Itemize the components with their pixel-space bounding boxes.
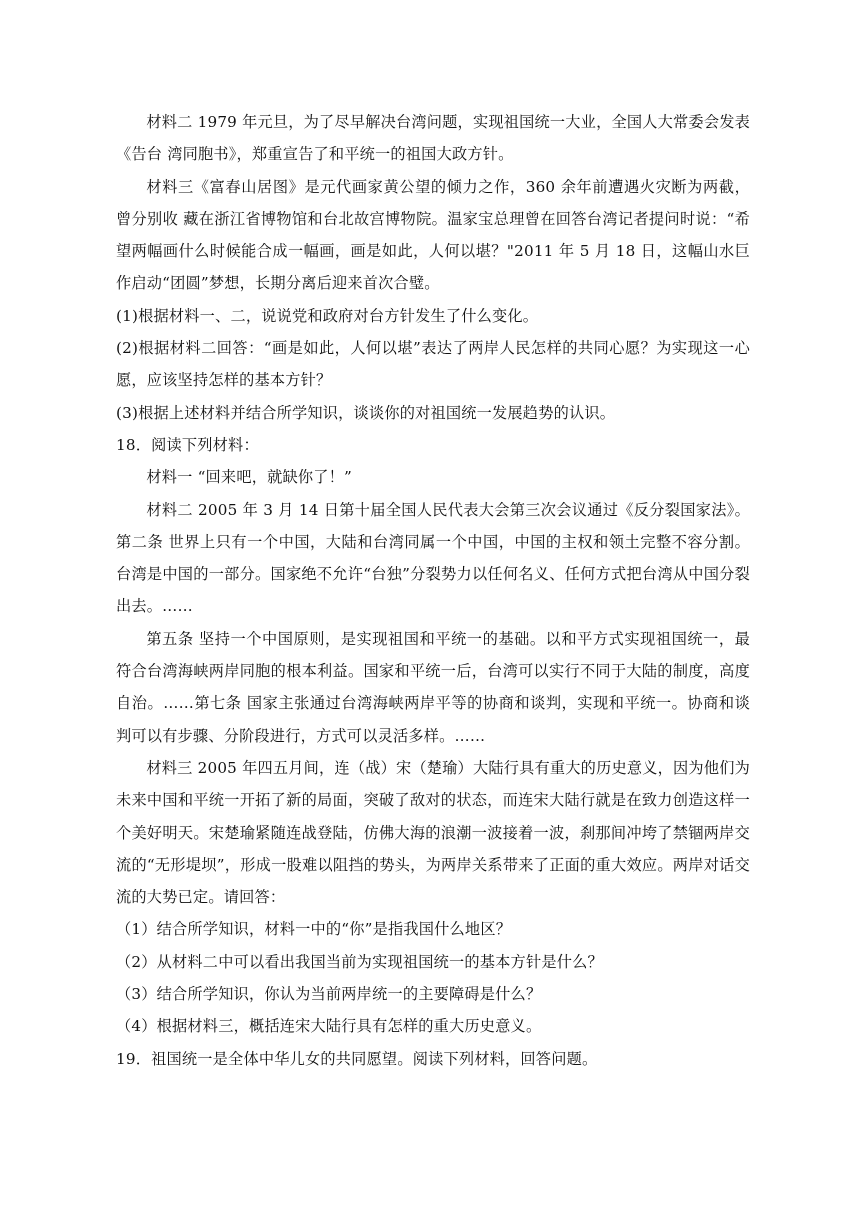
q18-material-3: 材料三 2005 年四五月间，连（战）宋（楚瑜）大陆行具有重大的历史意义，因为他们为未来中国和平统一开拓了新的局面，突破了敌对的状态，而连宋大陆行就是在致力创造这样一个美好明天。宋楚瑜紧随连战登陆，仿佛大海的浪潮一波接着一波，刹那间冲垮了禁锢两岸交流的“无形堤坝”，形成一股难以阻挡的势头，为两岸关系带来了正面的重大效应。两岸对话交流的大势已定。请回答： (116, 758, 750, 907)
question-1: (1)根据材料一、二，说说党和政府对台方针发生了什么变化。 (116, 306, 539, 325)
q18-sub-1: （1）结合所学知识，材料一中的“你”是指我国什么地区？ (116, 920, 512, 939)
q18-sub-2: （2）从材料二中可以看出我国当前为实现祖国统一的基本方针是什么？ (116, 952, 603, 971)
material-2-paragraph: 材料二 1979 年元旦，为了尽早解决台湾问题，实现祖国统一大业，全国人大常委会发表《告台 湾同胞书》，郑重宣告了和平统一的祖国大政方针。 (116, 113, 750, 164)
q18-material-2: 材料二 2005 年 3 月 14 日第十届全国人民代表大会第三次会议通过《反分裂国家法》。第二条 世界上只有一个中国，大陆和台湾同属一个中国，中国的主权和领土完整不容分割。台湾是中国的一部分。国家绝不允许“台独”分裂势力以任何名义、任何方式把台湾从中国分裂出去。…… (116, 500, 750, 616)
q18-sub-4: （4）根据材料三，概括连宋大陆行具有怎样的重大历史意义。 (116, 1017, 542, 1036)
q18-article-5-7: 第五条 坚持一个中国原则，是实现祖国和平统一的基础。以和平方式实现祖国统一，最符合台湾海峡两岸同胞的根本利益。国家和平统一后，台湾可以实行不同于大陆的制度，高度自治。……第七条 国家主张通过台湾海峡两岸平等的协商和谈判，实现和平统一。协商和谈判可以有步骤、分阶段进行，方式可以灵活多样。…… (116, 629, 750, 745)
q18-material-1: 材料一 “回来吧，就缺你了！” (146, 468, 352, 487)
document-page (116, 106, 750, 1075)
question-3: (3)根据上述材料并结合所学知识，谈谈你的对祖国统一发展趋势的认识。 (116, 403, 616, 422)
question-2: (2)根据材料二回答：“画是如此，人何以堪”表达了两岸人民怎样的共同心愿？为实现这一心愿，应该坚持怎样的基本方针？ (116, 339, 750, 390)
question-18-heading: 18．阅读下列材料： (116, 435, 259, 454)
material-3-paragraph: 材料三《富春山居图》是元代画家黄公望的倾力之作，360 余年前遭遇火灾断为两截，曾分别收 藏在浙江省博物馆和台北故宫博物院。温家宝总理曾在回答台湾记者提问时说：“希望两幅画什么时候能合成一幅画，画是如此，人何以堪？"2011 年 5 月 18 日，这幅山水巨作启动“团圆”梦想，长期分离后迎来首次合璧。 (116, 177, 750, 293)
q18-sub-3: （3）结合所学知识，你认为当前两岸统一的主要障碍是什么？ (116, 985, 542, 1004)
question-19-heading: 19．祖国统一是全体中华儿女的共同愿望。阅读下列材料，回答问题。 (116, 1049, 598, 1068)
